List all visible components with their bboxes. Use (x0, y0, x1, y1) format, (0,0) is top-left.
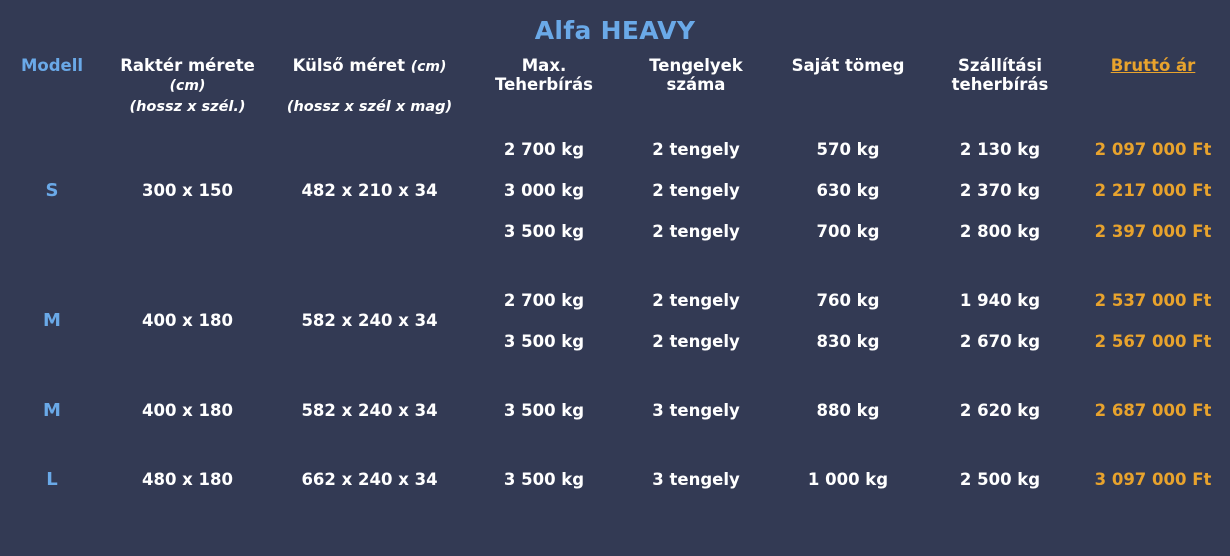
cell-inner-size: 400 x 180 (141, 311, 234, 331)
subheader-axles (620, 97, 772, 129)
group-spacer (0, 362, 1230, 390)
subheader-gross-price (1076, 97, 1230, 129)
column-header-max-load-line2: Teherbírás (495, 74, 593, 94)
cell-gross-price: 2 397 000 Ft (1094, 221, 1212, 241)
cell-model: M (43, 310, 61, 332)
cell-max-load: 2 700 kg (503, 139, 585, 159)
cell-gross-price: 2 217 000 Ft (1094, 180, 1212, 200)
column-header-axles-line2: száma (666, 74, 726, 94)
column-header-inner-size-label: Raktér mérete (120, 56, 255, 75)
cell-own-weight: 830 kg (816, 331, 880, 351)
column-header-outer-size-unit: (cm) (410, 59, 447, 75)
cell-inner-size: 400 x 180 (141, 400, 234, 420)
cell-own-weight: 630 kg (816, 180, 880, 200)
cell-inner-size: 480 x 180 (141, 469, 234, 489)
group-spacer-cell (0, 362, 1230, 390)
cell-max-load: 3 500 kg (503, 400, 585, 420)
subheader-transport-capacity (924, 97, 1076, 129)
cell-own-weight: 700 kg (816, 221, 880, 241)
cell-transport-capacity: 2 370 kg (959, 180, 1041, 200)
cell-transport-capacity: 2 500 kg (959, 469, 1041, 489)
cell-transport-capacity: 1 940 kg (959, 290, 1041, 310)
cell-axles: 2 tengely (652, 180, 740, 200)
cell-outer-size: 582 x 240 x 34 (301, 400, 438, 420)
group-spacer-cell (0, 431, 1230, 459)
cell-gross-price: 3 097 000 Ft (1094, 469, 1212, 489)
cell-model: M (43, 399, 61, 421)
cell-transport-capacity: 2 620 kg (959, 400, 1041, 420)
cell-axles: 2 tengely (652, 221, 740, 241)
cell-inner-size: 300 x 150 (141, 180, 234, 200)
cell-transport-capacity: 2 130 kg (959, 139, 1041, 159)
table-row (0, 390, 1230, 431)
cell-axles: 3 tengely (652, 400, 740, 420)
cell-gross-price: 2 687 000 Ft (1094, 400, 1212, 420)
subheader-inner-size: (hossz x szél.) (129, 98, 246, 115)
header-row (0, 45, 1230, 97)
cell-gross-price: 2 537 000 Ft (1094, 290, 1212, 310)
cell-axles: 2 tengely (652, 139, 740, 159)
table-row (0, 459, 1230, 500)
cell-max-load: 3 500 kg (503, 469, 585, 489)
cell-axles: 2 tengely (652, 331, 740, 351)
column-header-axles (620, 45, 772, 97)
column-header-own-weight: Saját tömeg (791, 56, 905, 75)
column-header-max-load-line1: Max. (521, 56, 567, 75)
column-header-transport-capacity (924, 45, 1076, 97)
cell-gross-price: 2 097 000 Ft (1094, 139, 1212, 159)
group-spacer (0, 431, 1230, 459)
cell-max-load: 2 700 kg (503, 290, 585, 310)
header-subrow (0, 97, 1230, 129)
group-spacer (0, 252, 1230, 280)
column-header-outer-size-label: Külső méret (292, 56, 405, 75)
subheader-own-weight (772, 97, 924, 129)
cell-outer-size: 482 x 210 x 34 (301, 180, 438, 200)
column-header-gross-price: Bruttó ár (1110, 56, 1196, 75)
cell-outer-size: 662 x 240 x 34 (301, 469, 438, 489)
pricing-table (0, 45, 1230, 500)
cell-own-weight: 760 kg (816, 290, 880, 310)
cell-own-weight: 880 kg (816, 400, 880, 420)
table-header (0, 45, 1230, 129)
group-spacer-cell (0, 252, 1230, 280)
cell-own-weight: 1 000 kg (807, 469, 889, 489)
cell-model: L (46, 468, 58, 490)
cell-own-weight: 570 kg (816, 139, 880, 159)
table-row (0, 280, 1230, 321)
table-body (0, 129, 1230, 500)
cell-model: S (45, 179, 59, 201)
cell-transport-capacity: 2 800 kg (959, 221, 1041, 241)
column-header-outer-size (271, 45, 468, 97)
subheader-max-load (468, 97, 620, 129)
cell-max-load: 3 000 kg (503, 180, 585, 200)
column-header-max-load (468, 45, 620, 97)
table-row (0, 129, 1230, 170)
cell-axles: 3 tengely (652, 469, 740, 489)
column-header-inner-size-unit: (cm) (169, 77, 206, 94)
cell-axles: 2 tengely (652, 290, 740, 310)
column-header-model: Modell (20, 56, 84, 75)
cell-max-load: 3 500 kg (503, 221, 585, 241)
cell-transport-capacity: 2 670 kg (959, 331, 1041, 351)
column-header-transport-capacity-line1: Szállítási (957, 56, 1043, 75)
cell-gross-price: 2 567 000 Ft (1094, 331, 1212, 351)
cell-outer-size: 582 x 240 x 34 (301, 311, 438, 331)
subheader-model (0, 97, 104, 129)
column-header-transport-capacity-line2: teherbírás (951, 74, 1049, 94)
page-title: Alfa HEAVY (534, 16, 696, 45)
subheader-outer-size: (hossz x szél x mag) (286, 98, 453, 115)
column-header-inner-size (104, 45, 271, 97)
column-header-axles-line1: Tengelyek (649, 56, 743, 75)
cell-max-load: 3 500 kg (503, 331, 585, 351)
